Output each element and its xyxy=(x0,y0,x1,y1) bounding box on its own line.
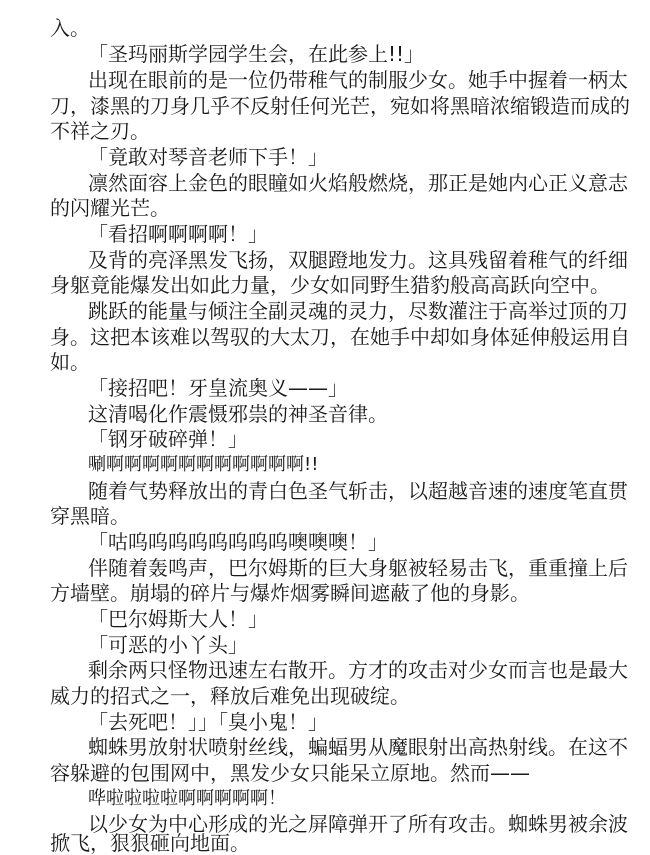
paragraph-line: 身躯竟能爆发出如此力量，少女如同野生猎豹般高高跃向空中。 xyxy=(50,273,610,297)
paragraph-line: 伴随着轰鸣声，巴尔姆斯的巨大身躯被轻易击飞，重重撞上后 xyxy=(88,556,628,580)
paragraph-line: 凛然面容上金色的眼瞳如火焰般燃烧，那正是她内心正义意志 xyxy=(88,171,628,195)
paragraph-line: 威力的招式之一，释放后难免出现破绽。 xyxy=(50,684,410,708)
paragraph-line: 刀，漆黑的刀身几乎不反射任何光芒，宛如将黑暗浓缩锻造而成的 xyxy=(50,94,630,118)
paragraph-line: 的闪耀光芒。 xyxy=(50,196,170,220)
sound-effect-line: 哗啦啦啦啦啊啊啊啊啊！ xyxy=(88,788,286,809)
paragraph-line: 出现在眼前的是一位仍带稚气的制服少女。她手中握着一柄太 xyxy=(88,68,628,92)
paragraph-line: 容躲避的包围网中，黑发少女只能呆立原地。然而—— xyxy=(50,761,530,785)
paragraph-line: 以少女为中心形成的光之屏障弹开了所有攻击。蜘蛛男被余波 xyxy=(88,812,628,836)
paragraph-line: 及背的亮泽黑发飞扬，双腿蹬地发力。这具残留着稚气的纤细 xyxy=(88,248,628,272)
text-line: 入。 xyxy=(50,16,90,40)
paragraph-line: 蜘蛛男放射状喷射丝线，蝙蝠男从魔眼射出高热射线。在这不 xyxy=(88,735,628,759)
paragraph-line: 方墙壁。崩塌的碎片与爆炸烟雾瞬间遮蔽了他的身影。 xyxy=(50,581,530,605)
dialogue-line: 「巴尔姆斯大人！」 xyxy=(88,607,268,631)
paragraph-line: 身。这把本该难以驾驭的大太刀，在她手中却如身体延伸般运用自 xyxy=(50,325,630,349)
dialogue-line: 「可恶的小丫头」 xyxy=(88,633,248,657)
dialogue-line: 「看招啊啊啊啊！」 xyxy=(88,222,268,246)
dialogue-line: 「去死吧！」」「臭小鬼！」 xyxy=(88,710,328,734)
paragraph-line: 跳跃的能量与倾注全副灵魂的灵力，尽数灌注于高举过顶的刀 xyxy=(88,299,628,323)
dialogue-line: 「圣玛丽斯学园学生会，在此参上!!」 xyxy=(88,42,425,66)
paragraph-line: 这清喝化作震慑邪祟的神圣音律。 xyxy=(88,402,388,426)
paragraph-line: 掀飞，狠狠砸向地面。 xyxy=(50,831,250,855)
paragraph-line: 随着气势释放出的青白色圣气斩击，以超越音速的速度笔直贯 xyxy=(88,479,628,503)
paragraph-line: 穿黑暗。 xyxy=(50,504,130,528)
sound-effect-line: 唰啊啊啊啊啊啊啊啊啊啊啊!! xyxy=(88,454,319,475)
dialogue-line: 「咕呜呜呜呜呜呜呜呜噢噢噢！」 xyxy=(88,530,388,554)
dialogue-line: 「接招吧！牙皇流奥义——」 xyxy=(88,376,348,400)
dialogue-line: 「竟敢对琴音老师下手！」 xyxy=(88,145,328,169)
dialogue-line: 「钢牙破碎弹！」 xyxy=(88,427,248,451)
paragraph-line: 如。 xyxy=(50,350,90,374)
paragraph-line: 不祥之刃。 xyxy=(50,119,150,143)
paragraph-line: 剩余两只怪物迅速左右散开。方才的攻击对少女而言也是最大 xyxy=(88,658,628,682)
